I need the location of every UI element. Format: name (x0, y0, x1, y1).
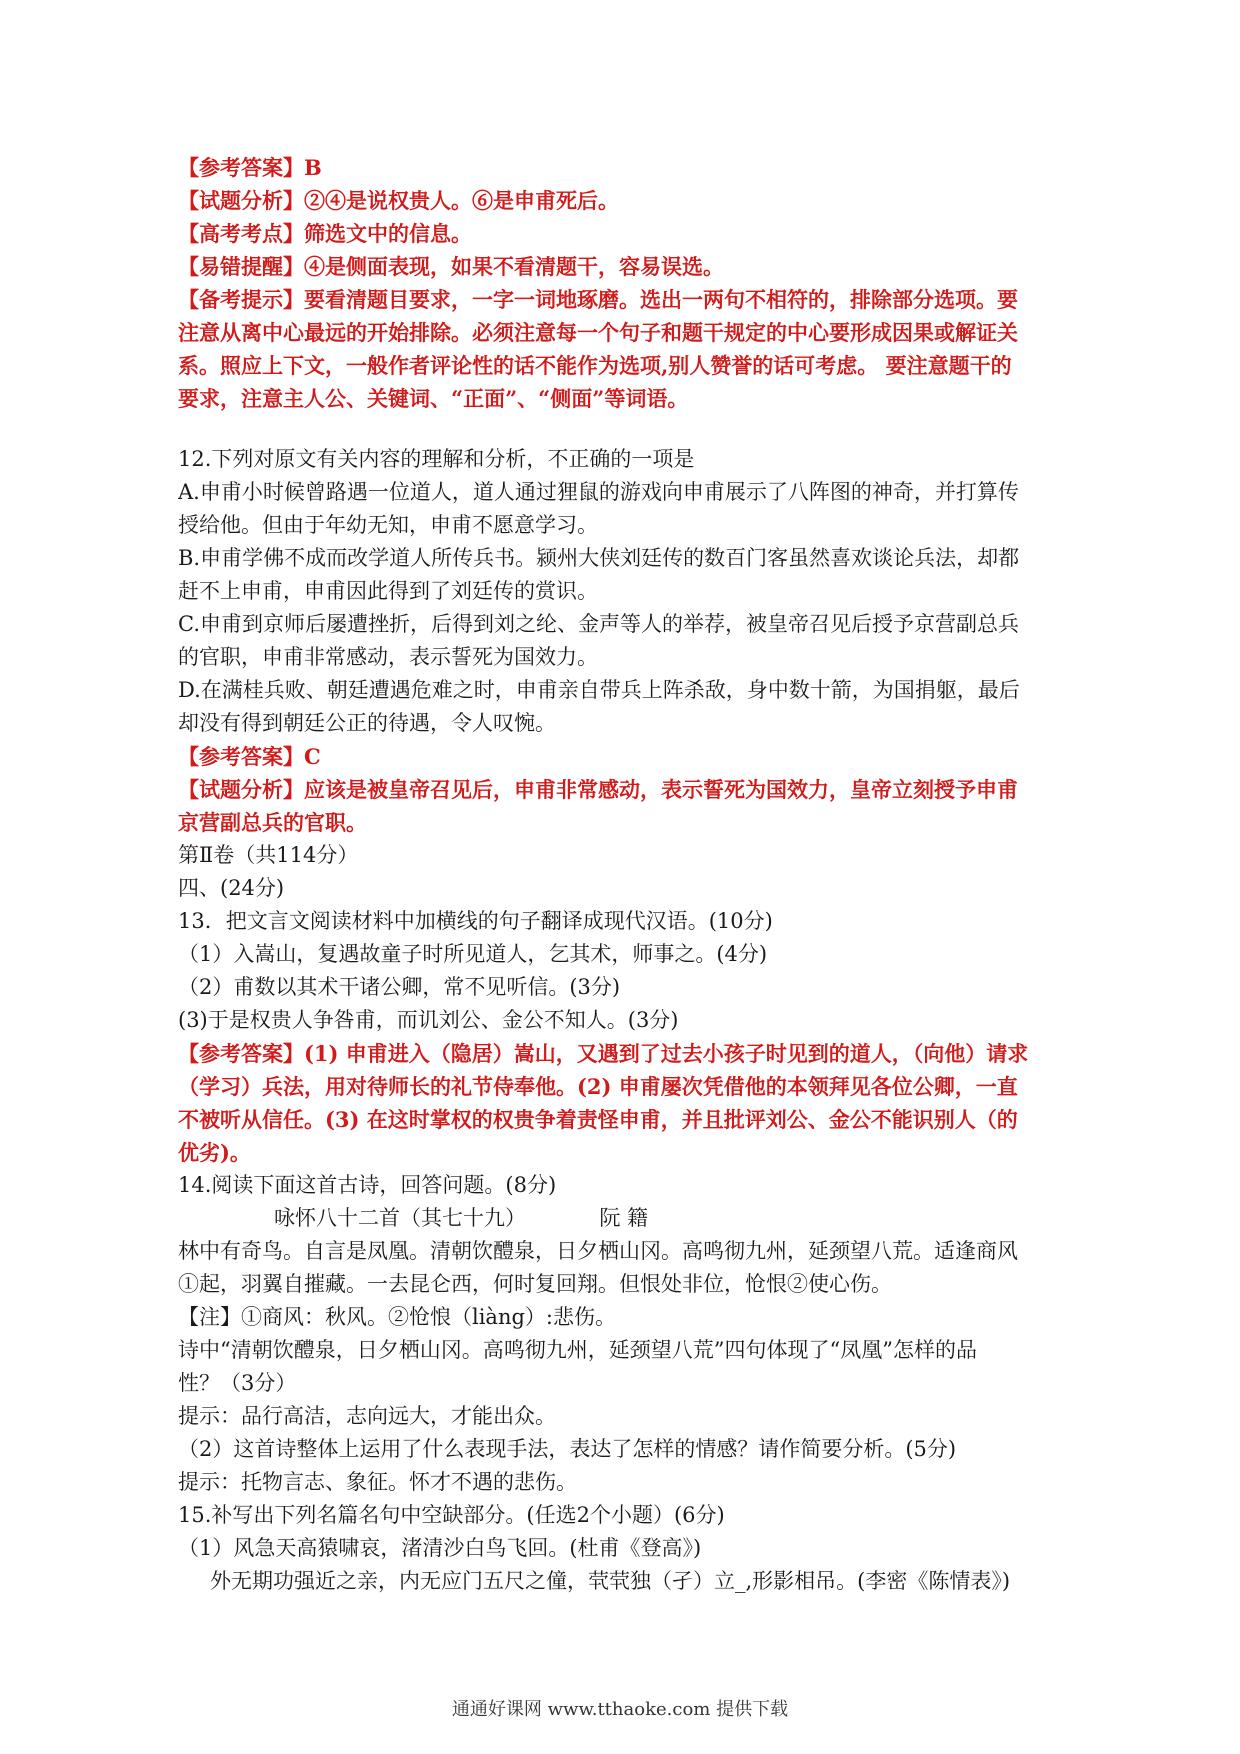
question-14-line: 性？（3分） (178, 1371, 297, 1395)
prep-tip-line: 要求，注意主人公、关键词、“正面”、“侧面”等词语。 (178, 386, 689, 411)
question-14-stem: 14.阅读下面这首古诗，回答问题。(8分) (178, 1173, 557, 1197)
question-15-item: 外无期功强近之亲，内无应门五尺之僮，茕茕独（孑）立_,形影相吊。(李密《陈情表》) (210, 1569, 1011, 1593)
poem-line: ①起，羽翼自摧藏。一去昆仑西，何时复回翔。但恨处非位，怆恨②使心伤。 (178, 1272, 892, 1296)
answer-line: （学习）兵法，用对待师长的礼节侍奉他。(2) 申甫屡次凭借他的本领拜见各位公卿，一直 (178, 1074, 1018, 1099)
option-c-line: 的官职，申甫非常感动，表示誓死为国效力。 (178, 645, 598, 669)
option-c-line: C.申甫到京师后屡遭挫折，后得到刘之纶、金声等人的举荐，被皇帝召见后授予京营副总兵 (178, 612, 1019, 636)
section-title: 第Ⅱ卷（共114分） (178, 843, 359, 867)
option-a-line: 授给他。但由于年幼无知，申甫不愿意学习。 (178, 513, 598, 537)
option-b-line: B.申甫学佛不成而改学道人所传兵书。颍州大侠刘廷传的数百门客虽然喜欢谈论兵法，却都 (178, 546, 1020, 570)
question-13-item: (3)于是权贵人争咎甫，而讥刘公、金公不知人。(3分) (178, 1008, 679, 1032)
prep-tip-line: 系。照应上下文，一般作者评论性的话不能作为选项,别人赞誉的话可考虑。 要注意题干的 (178, 353, 1012, 378)
page-footer: 通通好课网 www.tthaoke.com 提供下载 (451, 1699, 789, 1720)
exam-point-line: 【高考考点】筛选文中的信息。 (178, 221, 472, 246)
option-d-line: 却没有得到朝廷公正的待遇，令人叹惋。 (178, 711, 556, 735)
question-14-line: 诗中“清朝饮醴泉，日夕栖山冈。高鸣彻九州，延颈望八荒”四句体现了“凤凰”怎样的品 (178, 1338, 977, 1362)
question-13-item: （2）甫数以其术干诸公卿，常不见听信。(3分) (178, 975, 621, 999)
prep-tip-line: 【备考提示】要看清题目要求，一字一词地琢磨。选出一两句不相符的，排除部分选项。要 (178, 287, 1018, 312)
poem-heading (178, 1202, 1074, 1235)
question-15-item: （1）风急天高猿啸哀，渚清沙白鸟飞回。(杜甫《登高》) (178, 1536, 702, 1560)
option-a-line: A.申甫小时候曾路遇一位道人，道人通过狸鼠的游戏向申甫展示了八阵图的神奇，并打算传 (178, 480, 1019, 504)
answer-line: 不被听从信任。(3) 在这时掌权的权贵争着责怪申甫，并且批评刘公、金公不能识别人（的 (178, 1107, 1018, 1132)
poem-title: 咏怀八十二首（其七十九） (274, 1206, 526, 1230)
question-13-stem: 13．把文言文阅读材料中加横线的句子翻译成现代汉语。(10分) (178, 909, 773, 933)
analysis-line: 京营副总兵的官职。 (178, 810, 367, 835)
question-13-item: （1）入嵩山，复遇故童子时所见道人，乞其术，师事之。(4分) (178, 942, 768, 966)
option-d-line: D.在满桂兵败、朝廷遭遇危难之时，申甫亲自带兵上阵杀敌，身中数十箭，为国捐躯，最后 (178, 678, 1020, 702)
analysis-line: 【试题分析】应该是被皇帝召见后，申甫非常感动，表示誓死为国效力，皇帝立刻授予申甫 (178, 777, 1018, 802)
question-12-stem: 12.下列对原文有关内容的理解和分析，不正确的一项是 (178, 447, 695, 471)
answer-line: 【参考答案】C (178, 744, 321, 769)
analysis-line: 【试题分析】②④是说权贵人。⑥是申甫死后。 (178, 188, 619, 213)
answer-line: 优劣)。 (178, 1140, 251, 1165)
hint-line: 提示：托物言志、象征。怀才不遇的悲伤。 (178, 1470, 577, 1494)
document-page (178, 151, 1074, 1598)
hint-line: 提示：品行高洁，志向远大，才能出众。 (178, 1404, 556, 1428)
error-reminder-line: 【易错提醒】④是侧面表现，如果不看清题干，容易误选。 (178, 254, 724, 279)
answer-line: 【参考答案】(1) 申甫进入（隐居）嵩山，又遇到了过去小孩子时见到的道人，（向他）请求 (178, 1041, 1029, 1066)
poem-line: 林中有奇鸟。自言是凤凰。清朝饮醴泉，日夕栖山冈。高鸣彻九州，延颈望八荒。适逢商风 (178, 1239, 1018, 1263)
poem-note: 【注】①商风：秋风。②怆悢（liàng）:悲伤。 (178, 1305, 616, 1329)
answer-line: 【参考答案】B (178, 155, 322, 180)
prep-tip-line: 注意从离中心最远的开始排除。必须注意每一个句子和题干规定的中心要形成因果或解证关 (178, 320, 1018, 345)
poem-author: 阮 籍 (599, 1206, 649, 1230)
option-b-line: 赶不上申甫，申甫因此得到了刘廷传的赏识。 (178, 579, 598, 603)
spacer (178, 415, 1074, 443)
question-14-line: （2）这首诗整体上运用了什么表现手法，表达了怎样的情感？请作简要分析。(5分) (178, 1437, 957, 1461)
question-15-stem: 15.补写出下列名篇名句中空缺部分。(任选2个小题）(6分) (178, 1503, 725, 1527)
part-heading: 四、(24分) (178, 876, 285, 900)
